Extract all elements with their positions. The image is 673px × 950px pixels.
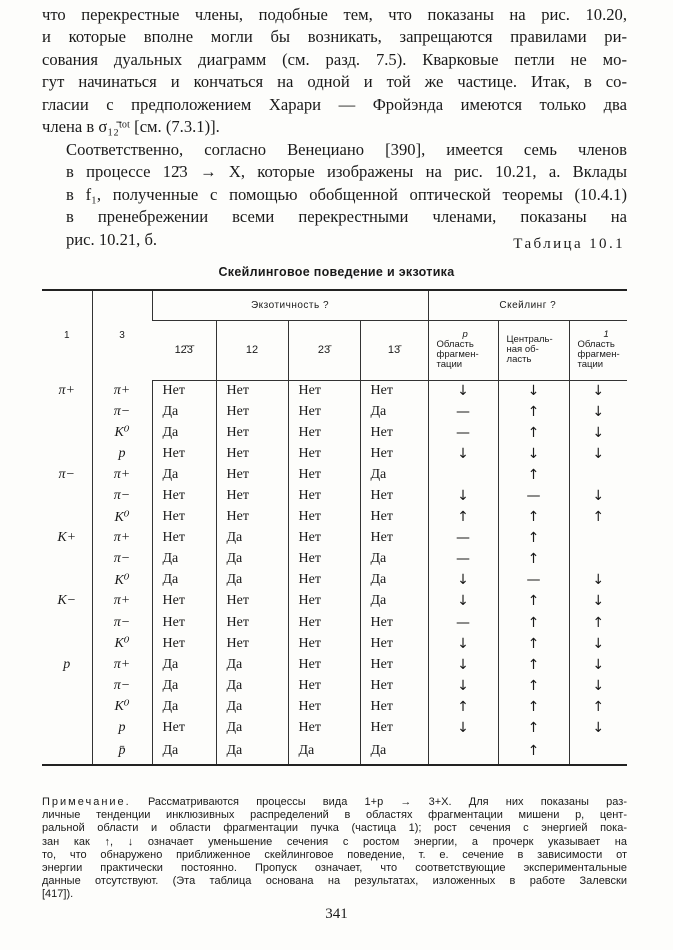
- scaling-cell: ↑: [569, 507, 627, 528]
- scaling-cell: ↑: [498, 718, 569, 739]
- particle-3-cell: π−: [92, 675, 152, 696]
- particle-3-cell: K⁰: [92, 696, 152, 717]
- note-line: то, что обнаружено приближенное скейлинговое поведение, т. е. сечение в зависимости от: [42, 848, 627, 861]
- scaling-cell: ↑: [498, 401, 569, 422]
- exotic-cell: Нет: [216, 633, 288, 654]
- scaling-cell: ↓: [569, 654, 627, 675]
- scaling-cell: ↑: [569, 696, 627, 717]
- table-row: [42, 675, 627, 696]
- table-row: [42, 718, 627, 739]
- table-note: [42, 796, 627, 902]
- table-row: [42, 739, 627, 765]
- scaling-cell: —: [428, 528, 498, 549]
- note-line: ральной области и области фрагментации пучка (частица 1); рост сечения с энергией пока-: [42, 822, 627, 835]
- exotic-cell: Нет: [288, 443, 360, 464]
- scaling-cell: ↓: [569, 718, 627, 739]
- exotic-cell: Нет: [288, 380, 360, 401]
- exotic-cell: Нет: [288, 549, 360, 570]
- col-header-particle-3: 3: [92, 290, 152, 380]
- exotic-col-header: 13̄: [360, 320, 428, 380]
- scaling-cell: ↑: [498, 654, 569, 675]
- particle-3-cell: K⁰: [92, 633, 152, 654]
- text-line: в f₁, полученные с помощью обобщенной оптической теоремы (10.4.1): [66, 184, 627, 204]
- group-header-scaling: Скейлинг ?: [428, 290, 627, 320]
- page-number: 341: [325, 906, 348, 922]
- exotic-cell: Да: [360, 549, 428, 570]
- table-row: [42, 464, 627, 485]
- scaling-cell: ↓: [569, 633, 627, 654]
- scaling-cell: [428, 464, 498, 485]
- exotic-cell: Нет: [288, 528, 360, 549]
- exotic-cell: Нет: [216, 401, 288, 422]
- exotic-cell: Да: [152, 739, 216, 765]
- particle-1-cell: K−: [57, 593, 77, 609]
- note-heading: Примечание.: [42, 796, 131, 808]
- particle-1-cell: [42, 612, 92, 633]
- exotic-cell: Нет: [360, 654, 428, 675]
- exotic-cell: Нет: [216, 443, 288, 464]
- scaling-cell: ↓: [428, 633, 498, 654]
- exotic-cell: Да: [216, 528, 288, 549]
- table-row: [42, 485, 627, 506]
- particle-1-cell: [42, 633, 92, 654]
- table-title: Скейлинговое поведение и экзотика: [218, 265, 455, 279]
- table-row: [42, 654, 627, 675]
- scaling-cell: —: [428, 549, 498, 570]
- exotic-cell: Нет: [216, 485, 288, 506]
- exotic-cell: Да: [360, 464, 428, 485]
- note-line: энергии практически постоянно. Пропуск означает, что соответствующие экспериментальные: [42, 861, 627, 874]
- exotic-cell: Да: [216, 570, 288, 591]
- exotic-cell: Нет: [288, 612, 360, 633]
- table-row: [42, 380, 627, 401]
- exotic-cell: Да: [288, 739, 360, 765]
- scaling-cell: —: [498, 485, 569, 506]
- scaling-cell: —: [428, 401, 498, 422]
- scaling-cell: ↓: [428, 485, 498, 506]
- scaling-cell: [569, 528, 627, 549]
- particle-3-cell: π+: [92, 464, 152, 485]
- exotic-cell: Нет: [288, 422, 360, 443]
- scaling-cell: ↓: [569, 591, 627, 612]
- scaling-cell: ↑: [498, 675, 569, 696]
- exotic-cell: Да: [216, 654, 288, 675]
- exotic-cell: Нет: [360, 718, 428, 739]
- scaling-col-header: [498, 320, 569, 380]
- particle-1-cell: [42, 718, 92, 739]
- particle-3-cell: π+: [92, 528, 152, 549]
- scaling-cell: ↓: [498, 443, 569, 464]
- exotic-cell: Нет: [152, 507, 216, 528]
- text-line: в процессе 12̄3 → X, которые изображены на рис. 10.21, а. Вклады: [66, 162, 627, 182]
- scaling-cell: ↑: [428, 696, 498, 717]
- exotic-cell: Нет: [288, 654, 360, 675]
- particle-3-cell: K⁰: [92, 422, 152, 443]
- scaling-cell: ↑: [428, 507, 498, 528]
- scaling-cell: ↑: [498, 464, 569, 485]
- scaling-col-symbol: 1: [603, 329, 609, 340]
- particle-1-cell: [42, 401, 92, 422]
- scaling-cell: —: [428, 422, 498, 443]
- exotic-col-header: 12: [216, 320, 288, 380]
- table-row: [42, 549, 627, 570]
- particle-3-cell: π−: [92, 401, 152, 422]
- scaling-cell: ↓: [428, 443, 498, 464]
- scaling-col-header: [428, 320, 498, 380]
- exotic-cell: Нет: [360, 528, 428, 549]
- exotic-cell: Нет: [152, 591, 216, 612]
- exotic-cell: Да: [152, 696, 216, 717]
- scaling-cell: ↑: [498, 612, 569, 633]
- exotic-cell: Нет: [152, 485, 216, 506]
- scaling-cell: ↑: [498, 591, 569, 612]
- scaling-cell: ↓: [428, 718, 498, 739]
- table-row: [42, 443, 627, 464]
- text-line: Соответственно, согласно Венециано [390], имеется семь членов: [66, 140, 627, 159]
- particle-3-cell: π−: [92, 485, 152, 506]
- exotic-cell: Нет: [288, 718, 360, 739]
- scaling-cell: ↓: [498, 380, 569, 401]
- scaling-cell: ↓: [569, 380, 627, 401]
- exotic-cell: Нет: [360, 675, 428, 696]
- particle-3-cell: p: [92, 443, 152, 464]
- exotic-cell: Да: [360, 570, 428, 591]
- exotic-cell: Да: [152, 464, 216, 485]
- text-line: гласии с предположением Харари — Фройэнда имеются только два: [42, 94, 627, 114]
- text-line: что перекрестные члены, подобные тем, что показаны на рис. 10.20,: [42, 5, 627, 24]
- table-row: [42, 696, 627, 717]
- scaling-cell: ↓: [569, 675, 627, 696]
- table-body: [42, 380, 627, 765]
- text-line: члена в σ₁₂̄ᵗᵒᵗ [см. (7.3.1)].: [42, 116, 220, 136]
- exotic-cell: Да: [216, 739, 288, 765]
- table-row: [42, 612, 627, 633]
- scaling-cell: ↑: [498, 507, 569, 528]
- table-label: Таблица 10.1: [513, 236, 625, 252]
- scaling-col-label-line: фрагмен-: [436, 349, 479, 360]
- particle-1-cell: [42, 570, 92, 591]
- scaling-cell: ↓: [569, 422, 627, 443]
- table-row: [42, 401, 627, 422]
- particle-3-cell: K⁰: [92, 507, 152, 528]
- note-line: [417]).: [42, 888, 74, 901]
- exotic-cell: Нет: [152, 528, 216, 549]
- particle-1-cell: [42, 739, 92, 765]
- exotic-cell: Да: [152, 675, 216, 696]
- exotic-cell: Нет: [288, 696, 360, 717]
- scaling-col-label-line: Централь-: [506, 334, 553, 345]
- particle-3-cell: π−: [92, 612, 152, 633]
- scaling-cell: [569, 739, 627, 765]
- scaling-cell: ↓: [428, 570, 498, 591]
- exotic-cell: Да: [152, 570, 216, 591]
- exotic-cell: Нет: [288, 633, 360, 654]
- scaling-col-header: [569, 320, 627, 380]
- exotic-cell: Нет: [152, 633, 216, 654]
- exotic-cell: Нет: [360, 633, 428, 654]
- scaling-cell: ↑: [498, 422, 569, 443]
- exotic-cell: Да: [152, 422, 216, 443]
- table-row: [42, 591, 627, 612]
- particle-3-cell: K⁰: [92, 570, 152, 591]
- scaling-cell: ↑: [498, 696, 569, 717]
- exotic-cell: Нет: [288, 464, 360, 485]
- scaling-col-label-line: Область: [436, 339, 474, 350]
- particle-1-cell: [42, 422, 92, 443]
- scaling-col-label-line: тации: [577, 359, 604, 370]
- scaling-cell: ↓: [428, 675, 498, 696]
- exotic-cell: Да: [216, 718, 288, 739]
- note-line: [42, 796, 627, 809]
- exotic-cell: Нет: [288, 401, 360, 422]
- exotic-cell: Да: [216, 549, 288, 570]
- exotic-cell: Нет: [288, 507, 360, 528]
- text-line: рис. 10.21, б.: [66, 229, 158, 249]
- exotic-cell: Нет: [288, 485, 360, 506]
- exotic-col-header: 23̄: [288, 320, 360, 380]
- exotic-cell: Нет: [360, 696, 428, 717]
- scaling-cell: ↓: [428, 380, 498, 401]
- particle-3-cell: π+: [92, 591, 152, 612]
- scaling-cell: ↑: [498, 549, 569, 570]
- paragraph-2: [42, 139, 627, 251]
- table-row: [42, 507, 627, 528]
- particle-1-cell: K+: [57, 530, 77, 546]
- scaling-col-symbol: p: [462, 329, 468, 340]
- particle-1-cell: [42, 507, 92, 528]
- scaling-cell: [569, 549, 627, 570]
- exotic-cell: Нет: [216, 591, 288, 612]
- exotic-cell: Нет: [152, 380, 216, 401]
- exotic-cell: Да: [152, 549, 216, 570]
- table-row: [42, 422, 627, 443]
- scaling-cell: ↓: [569, 443, 627, 464]
- exotic-cell: Нет: [288, 675, 360, 696]
- exotic-cell: Нет: [360, 485, 428, 506]
- particle-1-cell: [42, 443, 92, 464]
- exotic-cell: Нет: [360, 612, 428, 633]
- scaling-cell: ↓: [569, 401, 627, 422]
- scaling-cell: [428, 739, 498, 765]
- exotic-cell: Да: [360, 591, 428, 612]
- scaling-exotic-table: [42, 289, 627, 766]
- particle-1-cell: π−: [58, 466, 75, 482]
- exotic-cell: Нет: [216, 507, 288, 528]
- exotic-cell: Нет: [152, 612, 216, 633]
- particle-1-cell: [42, 675, 92, 696]
- exotic-cell: Да: [152, 654, 216, 675]
- table-row: [42, 570, 627, 591]
- scaling-cell: —: [498, 570, 569, 591]
- exotic-col-header: 12̄3̄: [152, 320, 216, 380]
- col-header-particle-1: 1: [42, 290, 92, 380]
- scaling-cell: ↓: [569, 485, 627, 506]
- exotic-cell: Нет: [360, 507, 428, 528]
- exotic-cell: Нет: [288, 591, 360, 612]
- scaling-col-label-line: фрагмен-: [577, 349, 620, 360]
- exotic-cell: Да: [360, 401, 428, 422]
- particle-3-cell: π+: [92, 654, 152, 675]
- scaling-col-label-line: ласть: [506, 354, 532, 365]
- scaling-cell: ↑: [498, 633, 569, 654]
- scaling-cell: ↓: [569, 570, 627, 591]
- scaling-cell: ↓: [428, 591, 498, 612]
- scaling-cell: ↓: [428, 654, 498, 675]
- particle-1-cell: [42, 696, 92, 717]
- scaling-cell: —: [428, 612, 498, 633]
- particle-1-cell: π+: [58, 382, 75, 398]
- exotic-cell: Нет: [360, 443, 428, 464]
- table-row: [42, 633, 627, 654]
- scaling-cell: ↑: [569, 612, 627, 633]
- note-line: зан как ↑, ↓ означает уменьшение сечения с ростом энергии, а прочерк указывает на: [42, 835, 627, 848]
- exotic-cell: Нет: [216, 612, 288, 633]
- particle-3-cell: π+: [92, 380, 152, 401]
- exotic-cell: Да: [152, 401, 216, 422]
- exotic-cell: Нет: [216, 464, 288, 485]
- scaling-cell: ↑: [498, 528, 569, 549]
- particle-3-cell: π−: [92, 549, 152, 570]
- note-line: данные отсутствуют. (Эта таблица основана на результатах, изложенных в работе Залевски: [42, 875, 627, 888]
- exotic-cell: Да: [216, 675, 288, 696]
- scaling-col-label-line: тации: [436, 359, 463, 370]
- particle-1-cell: [42, 485, 92, 506]
- particle-3-cell: p: [92, 718, 152, 739]
- text-line: и которые вполне могли бы возникать, запрещаются правилами ри-: [42, 27, 627, 47]
- scaling-col-label-line: Область: [577, 339, 615, 350]
- particle-3-cell: p̄: [92, 739, 152, 765]
- text-line: в пренебрежении всеми перекрестными членами, показаны на: [66, 207, 627, 227]
- exotic-cell: Нет: [216, 422, 288, 443]
- exotic-cell: Да: [360, 739, 428, 765]
- paragraph-1: [42, 4, 627, 138]
- exotic-cell: Нет: [360, 422, 428, 443]
- exotic-cell: Нет: [216, 380, 288, 401]
- exotic-cell: Нет: [288, 570, 360, 591]
- scaling-cell: [569, 464, 627, 485]
- exotic-cell: Нет: [152, 443, 216, 464]
- group-header-exotic: Экзотичность ?: [152, 290, 428, 320]
- text-line: сования дуальных диаграмм (см. разд. 7.5). Кварковые петли не мо-: [42, 49, 627, 69]
- table-row: [42, 528, 627, 549]
- exotic-cell: Нет: [360, 380, 428, 401]
- scaling-cell: ↑: [498, 739, 569, 765]
- exotic-cell: Да: [216, 696, 288, 717]
- exotic-cell: Нет: [152, 718, 216, 739]
- scaling-col-label-line: ная об-: [506, 344, 539, 355]
- particle-1-cell: [42, 549, 92, 570]
- text-line: гут начинаться и кончаться на одной и той же частице. Итак, в со-: [42, 72, 627, 92]
- particle-1-cell: p: [63, 656, 71, 672]
- note-first-text: Рассматриваются процессы вида 1+p → 3+X. Для них показаны раз-: [147, 796, 627, 808]
- note-line: личные тенденции инклюзивных распределений в областях фрагментации мишени p, цент-: [42, 809, 627, 822]
